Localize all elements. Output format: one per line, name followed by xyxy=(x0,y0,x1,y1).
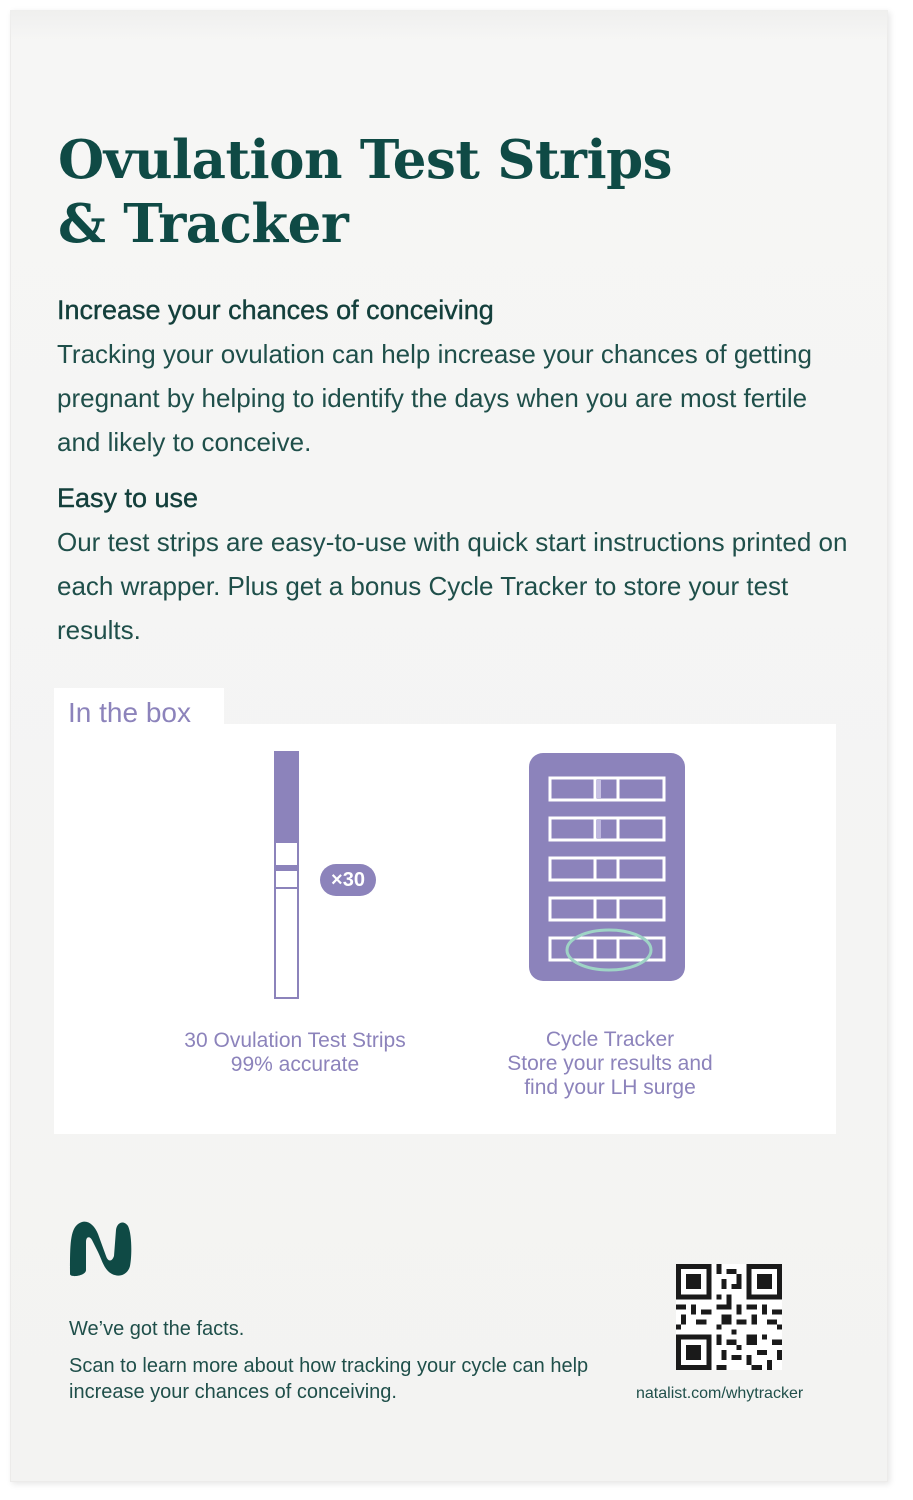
benefit-heading: Increase your chances of conceiving xyxy=(57,295,494,325)
title-line-1: Ovulation Test Strips xyxy=(58,129,672,191)
caption-line: 30 Ovulation Test Strips xyxy=(184,1029,406,1052)
scan-text: Scan to learn more about how tracking your cycle can help increase your chances of conceiving. xyxy=(69,1355,589,1403)
cycle-tracker-caption xyxy=(470,1028,750,1100)
benefit-conceiving xyxy=(57,292,857,464)
caption-line: find your LH surge xyxy=(524,1076,696,1099)
test-strip-icon xyxy=(270,750,304,1002)
title-line-2: & Tracker xyxy=(58,193,349,255)
in-the-box-label: In the box xyxy=(68,697,191,728)
test-strips-caption xyxy=(150,1029,440,1077)
facts-text: We’ve got the facts. xyxy=(69,1318,245,1340)
benefit-easy-to-use xyxy=(57,480,857,652)
cycle-tracker-icon xyxy=(528,752,688,984)
benefit-body: Tracking your ovulation can help increase your chances of getting pregnant by helping to identify the days when you are most fertile and likely to conceive. xyxy=(57,339,812,457)
caption-line: 99% accurate xyxy=(230,1053,360,1076)
tracker-url-link[interactable]: natalist.com/whytracker xyxy=(636,1385,804,1402)
natalist-logo-icon xyxy=(68,1216,134,1278)
strip-count-badge: ×30 xyxy=(320,864,376,896)
caption-line: Store your results and xyxy=(507,1052,713,1075)
benefit-body: Our test strips are easy-to-use with quick start instructions printed on each wrapper. Plus get a bonus Cycle Tracker to store your test results. xyxy=(57,527,848,645)
caption-line: Cycle Tracker xyxy=(545,1028,675,1051)
box-top-edge xyxy=(10,10,888,40)
qr-code-icon[interactable] xyxy=(676,1264,782,1370)
benefit-heading: Easy to use xyxy=(57,483,199,513)
product-title xyxy=(58,128,838,256)
